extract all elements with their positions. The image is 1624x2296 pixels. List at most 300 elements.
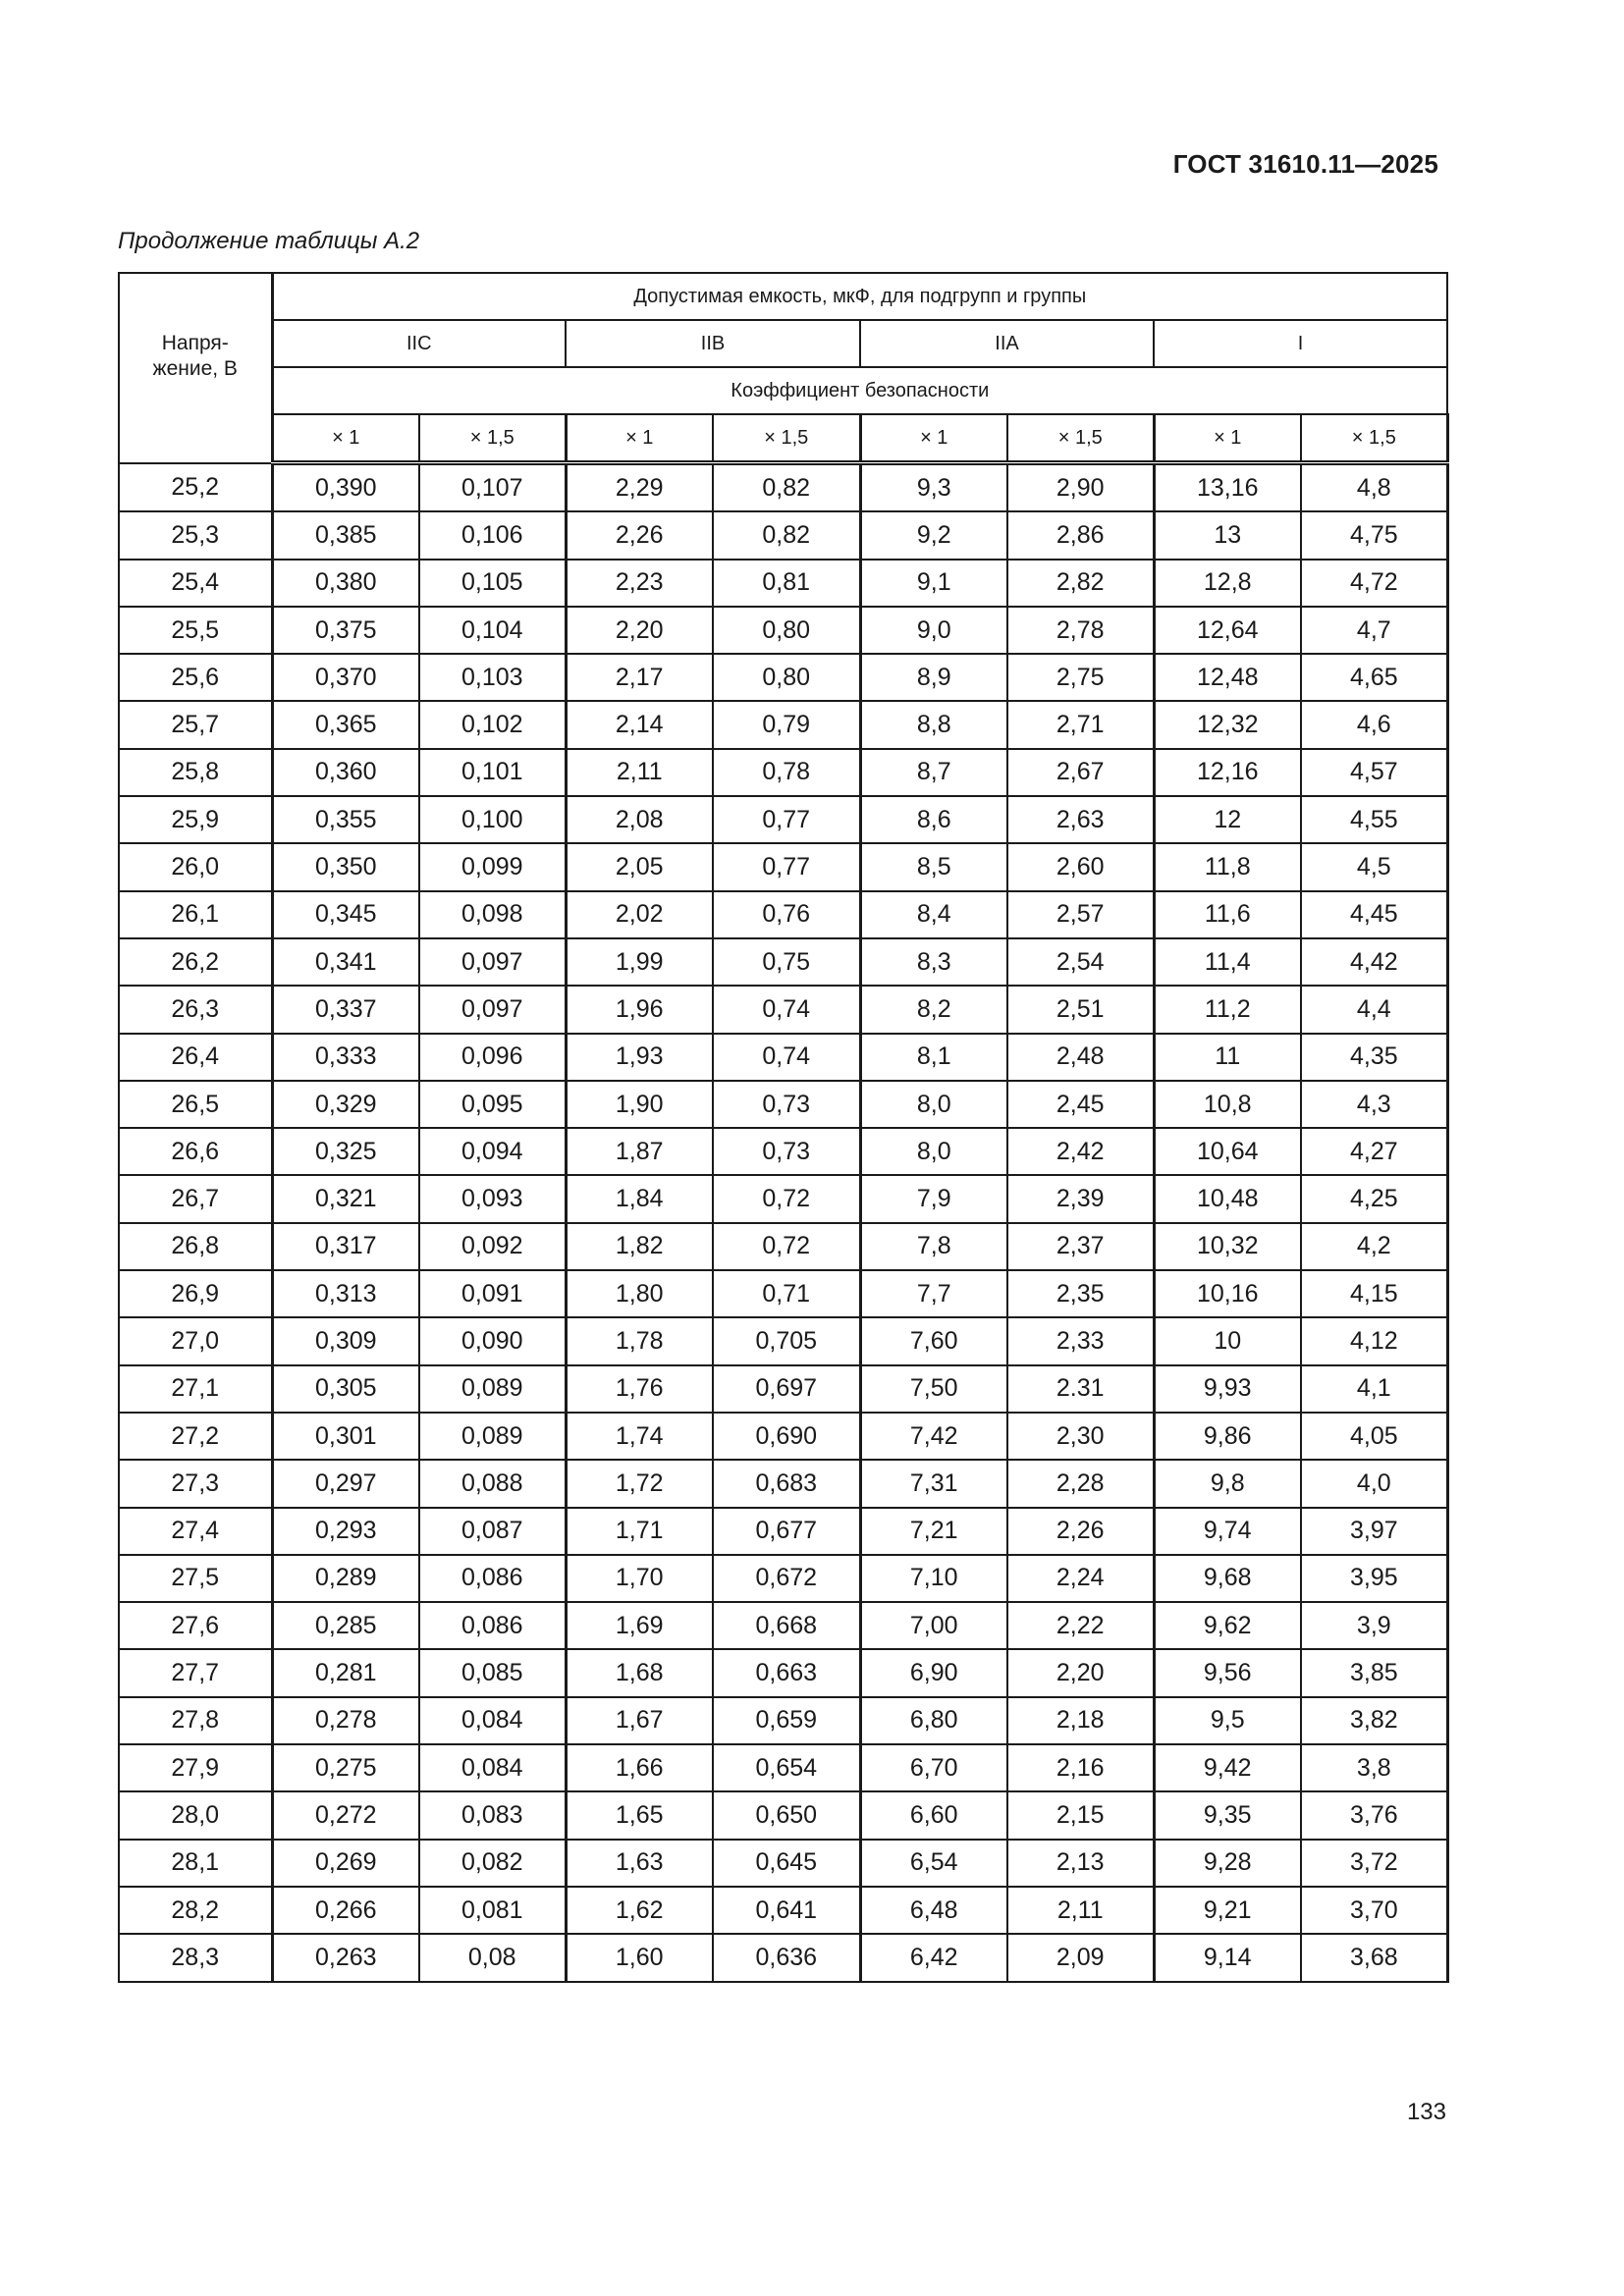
capacity-cell: 11,2 bbox=[1154, 986, 1301, 1033]
capacity-cell: 0,74 bbox=[713, 1034, 860, 1081]
multiplier-header: × 1 bbox=[1154, 414, 1301, 463]
capacity-cell: 3,9 bbox=[1301, 1602, 1447, 1649]
capacity-cell: 0,096 bbox=[419, 1034, 566, 1081]
capacity-cell: 0,380 bbox=[272, 560, 419, 607]
capacity-cell: 13,16 bbox=[1154, 463, 1301, 512]
capacity-cell: 4,25 bbox=[1301, 1175, 1447, 1222]
table-row bbox=[119, 1887, 1447, 1934]
capacity-cell: 12,64 bbox=[1154, 607, 1301, 654]
capacity-cell: 4,0 bbox=[1301, 1460, 1447, 1507]
table-row bbox=[119, 1413, 1447, 1460]
capacity-cell: 0,101 bbox=[419, 749, 566, 796]
table-row bbox=[119, 607, 1447, 654]
capacity-cell: 0,77 bbox=[713, 843, 860, 890]
voltage-cell: 27,9 bbox=[119, 1744, 272, 1791]
capacity-cell: 11,4 bbox=[1154, 938, 1301, 986]
capacity-cell: 8,3 bbox=[860, 938, 1007, 986]
capacity-cell: 2,51 bbox=[1007, 986, 1154, 1033]
capacity-cell: 4,2 bbox=[1301, 1223, 1447, 1270]
capacity-cell: 0,375 bbox=[272, 607, 419, 654]
voltage-header-label: Напря- жение, В bbox=[152, 331, 238, 380]
capacity-cell: 0,099 bbox=[419, 843, 566, 890]
capacity-cell: 12 bbox=[1154, 796, 1301, 843]
capacity-cell: 13 bbox=[1154, 511, 1301, 559]
capacity-cell: 0,301 bbox=[272, 1413, 419, 1460]
table-row bbox=[119, 1128, 1447, 1175]
capacity-cell: 0,084 bbox=[419, 1697, 566, 1744]
capacity-cell: 0,697 bbox=[713, 1365, 860, 1413]
capacity-cell: 9,42 bbox=[1154, 1744, 1301, 1791]
voltage-cell: 26,6 bbox=[119, 1128, 272, 1175]
capacity-cell: 0,360 bbox=[272, 749, 419, 796]
capacity-cell: 2,90 bbox=[1007, 463, 1154, 512]
capacity-cell: 6,70 bbox=[860, 1744, 1007, 1791]
group-header-row bbox=[119, 320, 1447, 367]
table-row bbox=[119, 701, 1447, 748]
capacity-cell: 0,80 bbox=[713, 654, 860, 701]
table-row bbox=[119, 796, 1447, 843]
multiplier-header-row bbox=[119, 414, 1447, 463]
capacity-cell: 0,103 bbox=[419, 654, 566, 701]
capacity-cell: 1,96 bbox=[566, 986, 713, 1033]
capacity-cell: 2,20 bbox=[566, 607, 713, 654]
table-row bbox=[119, 511, 1447, 559]
capacity-cell: 12,48 bbox=[1154, 654, 1301, 701]
capacity-cell: 1,93 bbox=[566, 1034, 713, 1081]
capacity-cell: 2,08 bbox=[566, 796, 713, 843]
capacity-cell: 2,54 bbox=[1007, 938, 1154, 986]
capacity-cell: 0,097 bbox=[419, 986, 566, 1033]
capacity-cell: 9,74 bbox=[1154, 1508, 1301, 1555]
capacity-cell: 8,9 bbox=[860, 654, 1007, 701]
capacity-cell: 0,269 bbox=[272, 1840, 419, 1887]
capacity-cell: 0,74 bbox=[713, 986, 860, 1033]
capacity-cell: 2,75 bbox=[1007, 654, 1154, 701]
table-row bbox=[119, 749, 1447, 796]
voltage-cell: 27,7 bbox=[119, 1649, 272, 1696]
capacity-cell: 0,333 bbox=[272, 1034, 419, 1081]
table-caption: Продолжение таблицы А.2 bbox=[118, 228, 420, 254]
capacity-cell: 0,278 bbox=[272, 1697, 419, 1744]
capacity-cell: 2,37 bbox=[1007, 1223, 1154, 1270]
capacity-cell: 2,28 bbox=[1007, 1460, 1154, 1507]
capacity-cell: 10,8 bbox=[1154, 1081, 1301, 1128]
capacity-cell: 0,104 bbox=[419, 607, 566, 654]
voltage-cell: 25,3 bbox=[119, 511, 272, 559]
table-row bbox=[119, 986, 1447, 1033]
capacity-cell: 12,32 bbox=[1154, 701, 1301, 748]
capacity-cell: 7,50 bbox=[860, 1365, 1007, 1413]
capacity-cell: 0,663 bbox=[713, 1649, 860, 1696]
capacity-cell: 4,6 bbox=[1301, 701, 1447, 748]
capacity-cell: 9,2 bbox=[860, 511, 1007, 559]
table-row bbox=[119, 1034, 1447, 1081]
capacity-cell: 4,45 bbox=[1301, 891, 1447, 938]
capacity-cell: 0,106 bbox=[419, 511, 566, 559]
capacity-cell: 0,705 bbox=[713, 1317, 860, 1364]
capacity-cell: 0,72 bbox=[713, 1223, 860, 1270]
capacity-cell: 2,24 bbox=[1007, 1555, 1154, 1602]
capacity-cell: 7,60 bbox=[860, 1317, 1007, 1364]
capacity-cell: 1,72 bbox=[566, 1460, 713, 1507]
voltage-cell: 25,9 bbox=[119, 796, 272, 843]
capacity-cell: 6,48 bbox=[860, 1887, 1007, 1934]
capacity-cell: 4,5 bbox=[1301, 843, 1447, 890]
multiplier-header: × 1,5 bbox=[713, 414, 860, 463]
capacity-cell: 0,81 bbox=[713, 560, 860, 607]
table-row bbox=[119, 938, 1447, 986]
capacity-cell: 6,60 bbox=[860, 1791, 1007, 1839]
capacity-cell: 2,82 bbox=[1007, 560, 1154, 607]
table-header bbox=[119, 273, 1447, 463]
capacity-cell: 2,33 bbox=[1007, 1317, 1154, 1364]
capacity-cell: 0,081 bbox=[419, 1887, 566, 1934]
capacity-cell: 0,094 bbox=[419, 1128, 566, 1175]
capacity-cell: 3,70 bbox=[1301, 1887, 1447, 1934]
capacity-cell: 10,32 bbox=[1154, 1223, 1301, 1270]
capacity-cell: 4,65 bbox=[1301, 654, 1447, 701]
capacity-cell: 2,26 bbox=[1007, 1508, 1154, 1555]
group-header-iib: IIB bbox=[566, 320, 860, 367]
capacity-cell: 3,8 bbox=[1301, 1744, 1447, 1791]
capacity-cell: 0,82 bbox=[713, 511, 860, 559]
capacity-cell: 0,341 bbox=[272, 938, 419, 986]
voltage-cell: 27,0 bbox=[119, 1317, 272, 1364]
capacity-cell: 1,80 bbox=[566, 1270, 713, 1317]
capacity-cell: 0,350 bbox=[272, 843, 419, 890]
capacity-cell: 2,42 bbox=[1007, 1128, 1154, 1175]
capacity-cell: 0,683 bbox=[713, 1460, 860, 1507]
voltage-cell: 25,5 bbox=[119, 607, 272, 654]
capacity-cell: 7,31 bbox=[860, 1460, 1007, 1507]
capacity-cell: 0,337 bbox=[272, 986, 419, 1033]
capacity-cell: 0,084 bbox=[419, 1744, 566, 1791]
capacity-cell: 1,60 bbox=[566, 1934, 713, 1981]
voltage-cell: 28,1 bbox=[119, 1840, 272, 1887]
capacity-cell: 8,0 bbox=[860, 1128, 1007, 1175]
table-row bbox=[119, 463, 1447, 512]
capacity-cell: 0,325 bbox=[272, 1128, 419, 1175]
capacity-cell: 4,57 bbox=[1301, 749, 1447, 796]
capacity-cell: 1,70 bbox=[566, 1555, 713, 1602]
table-row bbox=[119, 1744, 1447, 1791]
table-row bbox=[119, 1175, 1447, 1222]
capacity-cell: 1,66 bbox=[566, 1744, 713, 1791]
capacity-cell: 0,102 bbox=[419, 701, 566, 748]
capacity-cell: 0,650 bbox=[713, 1791, 860, 1839]
group-header-iia: IIA bbox=[860, 320, 1154, 367]
capacity-cell: 4,1 bbox=[1301, 1365, 1447, 1413]
multiplier-header: × 1,5 bbox=[1301, 414, 1447, 463]
capacity-cell: 0,80 bbox=[713, 607, 860, 654]
capacity-cell: 2,35 bbox=[1007, 1270, 1154, 1317]
capacity-cell: 1,63 bbox=[566, 1840, 713, 1887]
capacity-cell: 0,677 bbox=[713, 1508, 860, 1555]
table-row bbox=[119, 1555, 1447, 1602]
table-body bbox=[119, 463, 1447, 1982]
table-row bbox=[119, 654, 1447, 701]
voltage-cell: 26,8 bbox=[119, 1223, 272, 1270]
capacity-cell: 0,086 bbox=[419, 1602, 566, 1649]
capacity-cell: 10,16 bbox=[1154, 1270, 1301, 1317]
capacity-cell: 2,11 bbox=[566, 749, 713, 796]
capacity-cell: 9,8 bbox=[1154, 1460, 1301, 1507]
capacity-cell: 2,05 bbox=[566, 843, 713, 890]
capacity-cell: 9,0 bbox=[860, 607, 1007, 654]
multiplier-header: × 1,5 bbox=[419, 414, 566, 463]
voltage-cell: 25,2 bbox=[119, 463, 272, 512]
capacity-cell: 2,29 bbox=[566, 463, 713, 512]
voltage-cell: 26,7 bbox=[119, 1175, 272, 1222]
capacity-cell: 0,345 bbox=[272, 891, 419, 938]
capacity-cell: 1,68 bbox=[566, 1649, 713, 1696]
capacity-cell: 2,39 bbox=[1007, 1175, 1154, 1222]
voltage-cell: 26,3 bbox=[119, 986, 272, 1033]
capacity-cell: 0,672 bbox=[713, 1555, 860, 1602]
capacity-cell: 0,82 bbox=[713, 463, 860, 512]
capacity-cell: 8,2 bbox=[860, 986, 1007, 1033]
voltage-cell: 26,9 bbox=[119, 1270, 272, 1317]
table-row bbox=[119, 1270, 1447, 1317]
capacity-cell: 0,636 bbox=[713, 1934, 860, 1981]
capacity-cell: 3,97 bbox=[1301, 1508, 1447, 1555]
capacity-cell: 7,9 bbox=[860, 1175, 1007, 1222]
capacity-cell: 7,21 bbox=[860, 1508, 1007, 1555]
capacity-cell: 0,289 bbox=[272, 1555, 419, 1602]
capacity-cell: 0,321 bbox=[272, 1175, 419, 1222]
voltage-cell: 27,3 bbox=[119, 1460, 272, 1507]
capacity-cell: 0,73 bbox=[713, 1081, 860, 1128]
capacity-cell: 8,7 bbox=[860, 749, 1007, 796]
capacity-cell: 4,05 bbox=[1301, 1413, 1447, 1460]
capacity-cell: 0,641 bbox=[713, 1887, 860, 1934]
capacity-cell: 0,293 bbox=[272, 1508, 419, 1555]
capacity-cell: 4,27 bbox=[1301, 1128, 1447, 1175]
capacity-cell: 9,86 bbox=[1154, 1413, 1301, 1460]
capacity-cell: 1,84 bbox=[566, 1175, 713, 1222]
capacity-cell: 0,77 bbox=[713, 796, 860, 843]
capacity-cell: 2,11 bbox=[1007, 1887, 1154, 1934]
capacity-cell: 0,73 bbox=[713, 1128, 860, 1175]
capacity-cell: 9,3 bbox=[860, 463, 1007, 512]
capacity-cell: 9,93 bbox=[1154, 1365, 1301, 1413]
capacity-cell: 0,275 bbox=[272, 1744, 419, 1791]
document-code: ГОСТ 31610.11—2025 bbox=[1172, 149, 1438, 179]
capacity-cell: 0,659 bbox=[713, 1697, 860, 1744]
capacity-cell: 0,297 bbox=[272, 1460, 419, 1507]
capacity-cell: 1,71 bbox=[566, 1508, 713, 1555]
table-row bbox=[119, 1934, 1447, 1981]
capacity-cell: 4,3 bbox=[1301, 1081, 1447, 1128]
capacity-cell: 2,22 bbox=[1007, 1602, 1154, 1649]
capacity-cell: 0,088 bbox=[419, 1460, 566, 1507]
capacity-cell: 7,42 bbox=[860, 1413, 1007, 1460]
capacity-cell: 8,8 bbox=[860, 701, 1007, 748]
capacity-cell: 1,90 bbox=[566, 1081, 713, 1128]
capacity-cell: 0,089 bbox=[419, 1413, 566, 1460]
voltage-cell: 27,6 bbox=[119, 1602, 272, 1649]
multiplier-header: × 1 bbox=[272, 414, 419, 463]
voltage-cell: 26,2 bbox=[119, 938, 272, 986]
capacity-cell: 0,105 bbox=[419, 560, 566, 607]
capacity-cell: 10,48 bbox=[1154, 1175, 1301, 1222]
capacity-cell: 3,82 bbox=[1301, 1697, 1447, 1744]
capacity-cell: 11,6 bbox=[1154, 891, 1301, 938]
table-row bbox=[119, 843, 1447, 890]
capacity-cell: 10 bbox=[1154, 1317, 1301, 1364]
capacity-cell: 0,083 bbox=[419, 1791, 566, 1839]
table-row bbox=[119, 1365, 1447, 1413]
capacity-cell: 8,0 bbox=[860, 1081, 1007, 1128]
capacity-cell: 0,71 bbox=[713, 1270, 860, 1317]
capacity-header: Допустимая емкость, мкФ, для подгрупп и группы bbox=[272, 273, 1447, 320]
capacity-cell: 2,13 bbox=[1007, 1840, 1154, 1887]
capacity-cell: 6,54 bbox=[860, 1840, 1007, 1887]
capacity-cell: 0,281 bbox=[272, 1649, 419, 1696]
voltage-cell: 27,4 bbox=[119, 1508, 272, 1555]
table-row bbox=[119, 891, 1447, 938]
capacity-cell: 6,42 bbox=[860, 1934, 1007, 1981]
capacity-cell: 2,71 bbox=[1007, 701, 1154, 748]
capacity-cell: 3,95 bbox=[1301, 1555, 1447, 1602]
capacity-cell: 2,67 bbox=[1007, 749, 1154, 796]
capacity-cell: 2,30 bbox=[1007, 1413, 1154, 1460]
capacity-cell: 12,16 bbox=[1154, 749, 1301, 796]
capacity-cell: 0,091 bbox=[419, 1270, 566, 1317]
capacity-cell: 2,45 bbox=[1007, 1081, 1154, 1128]
voltage-cell: 28,0 bbox=[119, 1791, 272, 1839]
capacity-cell: 9,35 bbox=[1154, 1791, 1301, 1839]
capacity-cell: 1,69 bbox=[566, 1602, 713, 1649]
capacity-cell: 0,285 bbox=[272, 1602, 419, 1649]
capacity-cell: 2,02 bbox=[566, 891, 713, 938]
capacity-cell: 9,21 bbox=[1154, 1887, 1301, 1934]
table-row bbox=[119, 1602, 1447, 1649]
capacity-cell: 7,8 bbox=[860, 1223, 1007, 1270]
capacity-cell: 2,16 bbox=[1007, 1744, 1154, 1791]
table-row bbox=[119, 1840, 1447, 1887]
capacity-cell: 2,48 bbox=[1007, 1034, 1154, 1081]
voltage-cell: 26,1 bbox=[119, 891, 272, 938]
capacity-cell: 1,76 bbox=[566, 1365, 713, 1413]
capacity-cell: 1,99 bbox=[566, 938, 713, 986]
capacity-cell: 4,35 bbox=[1301, 1034, 1447, 1081]
table-row bbox=[119, 1649, 1447, 1696]
capacity-cell: 7,10 bbox=[860, 1555, 1007, 1602]
capacity-cell: 1,62 bbox=[566, 1887, 713, 1934]
capacity-cell: 8,1 bbox=[860, 1034, 1007, 1081]
capacity-cell: 0,313 bbox=[272, 1270, 419, 1317]
voltage-cell: 26,4 bbox=[119, 1034, 272, 1081]
capacity-cell: 0,266 bbox=[272, 1887, 419, 1934]
capacity-cell: 6,80 bbox=[860, 1697, 1007, 1744]
voltage-cell: 25,4 bbox=[119, 560, 272, 607]
capacity-cell: 2,14 bbox=[566, 701, 713, 748]
capacity-cell: 0,097 bbox=[419, 938, 566, 986]
voltage-cell: 27,2 bbox=[119, 1413, 272, 1460]
capacity-cell: 4,42 bbox=[1301, 938, 1447, 986]
capacity-cell: 10,64 bbox=[1154, 1128, 1301, 1175]
capacity-cell: 0,385 bbox=[272, 511, 419, 559]
capacity-cell: 9,56 bbox=[1154, 1649, 1301, 1696]
capacity-cell: 0,272 bbox=[272, 1791, 419, 1839]
capacity-cell: 9,14 bbox=[1154, 1934, 1301, 1981]
capacity-cell: 0,329 bbox=[272, 1081, 419, 1128]
capacity-cell: 1,82 bbox=[566, 1223, 713, 1270]
capacity-cell: 0,645 bbox=[713, 1840, 860, 1887]
capacity-cell: 8,6 bbox=[860, 796, 1007, 843]
table-row bbox=[119, 1460, 1447, 1507]
group-header-iic: IIC bbox=[272, 320, 566, 367]
group-header-i: I bbox=[1154, 320, 1447, 367]
capacity-cell: 2,15 bbox=[1007, 1791, 1154, 1839]
table-row bbox=[119, 1223, 1447, 1270]
capacity-cell: 3,85 bbox=[1301, 1649, 1447, 1696]
capacity-cell: 0,668 bbox=[713, 1602, 860, 1649]
capacity-cell: 7,7 bbox=[860, 1270, 1007, 1317]
capacity-cell: 9,1 bbox=[860, 560, 1007, 607]
capacity-cell: 11 bbox=[1154, 1034, 1301, 1081]
table-row bbox=[119, 1508, 1447, 1555]
voltage-cell: 28,3 bbox=[119, 1934, 272, 1981]
capacity-cell: 9,68 bbox=[1154, 1555, 1301, 1602]
capacity-cell: 0,79 bbox=[713, 701, 860, 748]
multiplier-header: × 1,5 bbox=[1007, 414, 1154, 463]
capacity-cell: 0,370 bbox=[272, 654, 419, 701]
capacity-cell: 3,72 bbox=[1301, 1840, 1447, 1887]
capacity-cell: 0,309 bbox=[272, 1317, 419, 1364]
capacity-cell: 0,654 bbox=[713, 1744, 860, 1791]
table-row bbox=[119, 1317, 1447, 1364]
capacity-cell: 2.31 bbox=[1007, 1365, 1154, 1413]
capacity-cell: 6,90 bbox=[860, 1649, 1007, 1696]
capacity-cell: 0,093 bbox=[419, 1175, 566, 1222]
capacity-cell: 0,317 bbox=[272, 1223, 419, 1270]
capacity-cell: 0,095 bbox=[419, 1081, 566, 1128]
capacity-cell: 0,355 bbox=[272, 796, 419, 843]
capacity-cell: 7,00 bbox=[860, 1602, 1007, 1649]
capacity-cell: 1,67 bbox=[566, 1697, 713, 1744]
capacity-cell: 0,390 bbox=[272, 463, 419, 512]
capacity-cell: 4,12 bbox=[1301, 1317, 1447, 1364]
voltage-cell: 28,2 bbox=[119, 1887, 272, 1934]
capacity-cell: 2,26 bbox=[566, 511, 713, 559]
voltage-cell: 25,8 bbox=[119, 749, 272, 796]
capacity-cell: 0,107 bbox=[419, 463, 566, 512]
capacity-cell: 2,20 bbox=[1007, 1649, 1154, 1696]
capacity-cell: 2,17 bbox=[566, 654, 713, 701]
capacity-cell: 0,75 bbox=[713, 938, 860, 986]
capacity-cell: 4,4 bbox=[1301, 986, 1447, 1033]
capacity-cell: 0,086 bbox=[419, 1555, 566, 1602]
safety-factor-header: Коэффициент безопасности bbox=[272, 367, 1447, 414]
capacity-cell: 0,089 bbox=[419, 1365, 566, 1413]
capacity-cell: 1,65 bbox=[566, 1791, 713, 1839]
capacity-cell: 4,55 bbox=[1301, 796, 1447, 843]
capacity-cell: 3,76 bbox=[1301, 1791, 1447, 1839]
capacity-cell: 1,87 bbox=[566, 1128, 713, 1175]
voltage-cell: 25,7 bbox=[119, 701, 272, 748]
capacity-cell: 8,4 bbox=[860, 891, 1007, 938]
capacity-cell: 0,78 bbox=[713, 749, 860, 796]
capacity-cell: 0,690 bbox=[713, 1413, 860, 1460]
capacity-cell: 0,76 bbox=[713, 891, 860, 938]
capacity-cell: 0,087 bbox=[419, 1508, 566, 1555]
capacity-cell: 9,62 bbox=[1154, 1602, 1301, 1649]
capacitance-table bbox=[118, 272, 1449, 1983]
voltage-cell: 27,1 bbox=[119, 1365, 272, 1413]
voltage-cell: 26,0 bbox=[119, 843, 272, 890]
